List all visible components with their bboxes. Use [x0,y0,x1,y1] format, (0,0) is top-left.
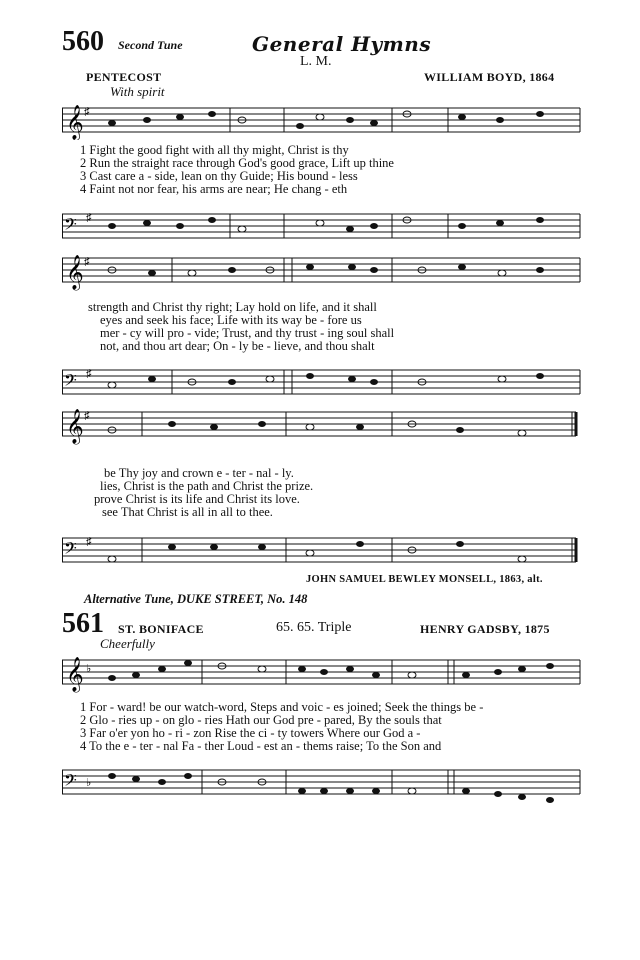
hymn-561-number: 561 [62,608,104,639]
hymn-560-s3-verse4: see That Christ is all in all to thee. [102,505,273,519]
svg-text:♯: ♯ [84,106,90,118]
hymn-560-s1-verse2: 2 Run the straight race through God's good grace, Lift up thine [80,156,394,170]
hymn-560-s3-verse2: lies, Christ is the path and Christ the prize. [100,479,314,493]
hymn-561-system1-treble-staff [62,648,582,696]
hymn-561-system1-bass-staff [62,756,582,812]
svg-text:𝄞: 𝄞 [66,105,84,140]
hymn-561-verse2: 2 Glo - ries up - on glo - ries Hath our God pre - pared, By the souls that [80,713,442,727]
hymn-561-composer: HENRY GADSBY, 1875 [420,622,550,636]
svg-text:♯: ♯ [86,212,92,224]
hymn-560-tune-label: Second Tune [118,38,183,52]
hymn-560-s2-verse2: eyes and seek his face; Life with its way be - fore us [100,313,362,327]
hymn-560-system3-treble-staff [62,400,582,448]
hymn-561-verse3: 3 Far o'er yon ho - ri - zon Rise the ci - ty towers Where our God a - [80,726,421,740]
hymn-560-expression: With spirit [110,84,165,99]
hymn-560-author: JOHN SAMUEL BEWLEY MONSELL, 1863, alt. [306,574,543,585]
hymn-561-meter: 65. 65. Triple [276,620,352,635]
hymn-560-s3-verse3: prove Christ is its life and Christ its love. [94,492,300,506]
page-title: General Hymns [252,32,432,56]
hymn-560-meter: L. M. [300,54,332,69]
hymn-561-tune-name: ST. BONIFACE [118,622,204,636]
hymn-560-number: 560 [62,26,104,57]
svg-text:𝄢: 𝄢 [64,538,77,562]
hymn-560-s2-verse1: strength and Christ thy right; Lay hold on life, and it shall [88,300,377,314]
svg-text:♭: ♭ [86,663,92,675]
svg-text:♯: ♯ [86,368,92,380]
svg-text:𝄢: 𝄢 [64,370,77,394]
hymn-560-system3-bass-staff [62,524,582,572]
hymn-560-s3-verse1: be Thy joy and crown e - ter - nal - ly. [104,466,294,480]
svg-text:♯: ♯ [84,410,90,422]
hymn-560-system2-bass-staff [62,358,582,402]
svg-text:♯: ♯ [86,536,92,548]
svg-text:𝄞: 𝄞 [66,657,84,692]
svg-text:𝄢: 𝄢 [64,770,77,794]
hymn-560-system1-treble-staff [62,100,582,140]
hymn-560-composer: WILLIAM BOYD, 1864 [424,70,555,84]
hymn-560-s2-verse4: not, and thou art dear; On - ly be - lieve, and thou shalt [100,339,375,353]
svg-text:♯: ♯ [84,256,90,268]
hymn-560-system2-treble-staff [62,248,582,292]
hymn-560-s2-verse3: mer - cy will pro - vide; Trust, and thy trust - ing soul shall [100,326,395,340]
svg-text:𝄢: 𝄢 [64,214,77,238]
svg-text:𝄞: 𝄞 [66,255,84,290]
hymn-560-alternative-tune: Alternative Tune, DUKE STREET, No. 148 [84,592,308,606]
hymn-560-s1-verse3: 3 Cast care a - side, lean on thy Guide; His bound - less [80,169,358,183]
hymn-560-s1-verse1: 1 Fight the good fight with all thy might, Christ is thy [80,143,349,157]
hymn-560-system1-bass-staff [62,200,582,244]
hymn-561-expression: Cheerfully [100,636,155,651]
svg-text:𝄞: 𝄞 [66,409,84,444]
hymn-561-verse4: 4 To the e - ter - nal Fa - ther Loud - est an - thems raise; To the Son and [80,739,442,753]
hymn-560-s1-verse4: 4 Faint not nor fear, his arms are near; He chang - eth [80,182,348,196]
hymn-561-verse1: 1 For - ward! be our watch-word, Steps and voic - es joined; Seek the things be - [80,700,484,714]
svg-text:♭: ♭ [86,777,92,789]
hymn-560-tune-name: PENTECOST [86,70,162,84]
